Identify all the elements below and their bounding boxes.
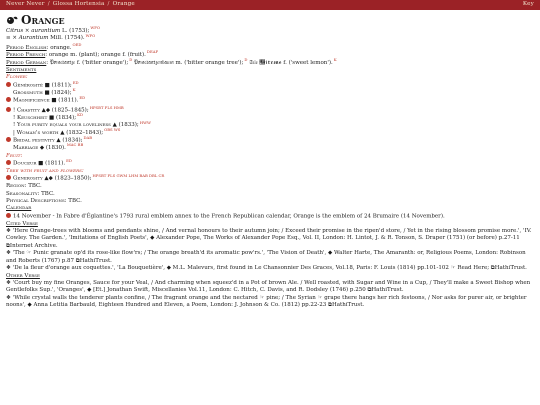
ref-link[interactable]: K (333, 56, 337, 62)
sentiment-subitem: ! Your purity equals your loveliness ▲ (1833);$^{HWW}$ (13, 119, 151, 129)
verse-entry: ❖ 'De la fleur d'orange aux coquettes.', 'La Bouquetière', ◆ M.L. Malevurs, first found in Le Chansonnier Des Graces, Vol.18, Paris: F. Louis (1814) pp.101-102 ☞ Read Here; ⧉HathiTrust. (6, 265, 527, 272)
ref-link[interactable]: D (244, 56, 248, 62)
bullet-icon (6, 175, 11, 180)
ref-link[interactable]: MAC BB (66, 142, 84, 148)
breadcrumb-never-never[interactable]: Never Never (6, 1, 45, 8)
ref-oed-link[interactable]: OED (72, 41, 82, 47)
ref-wfo-link[interactable]: WFO (85, 32, 96, 38)
other-verse-heading: Other Verse (6, 272, 40, 279)
region: Region: TBC. (6, 183, 42, 190)
physical-descriptions: Physical Descriptions: TBC. (6, 197, 82, 204)
bullet-icon (6, 160, 11, 165)
ref-deaf-link[interactable]: DEAF (146, 49, 159, 55)
bullet-icon (6, 97, 11, 102)
sentiment-item: ! Chastity ▲◆ (1825–1845);$^{HPSBT FLS HMB}$ (6, 107, 534, 115)
sentiment-subitem: Marriage ◆ (1830).$^{MAC BB}$ (13, 142, 84, 152)
sentiments-heading: Sentiments (6, 67, 37, 74)
key-link[interactable]: Key (522, 1, 534, 8)
sentiment-subitem: Grossmuth ■ (1824);$^K$ (13, 86, 76, 96)
page-title (6, 13, 534, 27)
sentiment-item: Magnificence ■ (1811).$^{ED}$ (6, 97, 534, 105)
flower-heading: Flower: (6, 74, 28, 81)
verse-entry: ❖ 'The ☞ Punic granate op'd its rose-like flow'rs; / The orange breath'd its aromatic pow'rs.', 'The Vision of Death', ◆ Walter Harte, The Amaranth: or, Religious Poems, London: Robinson and Roberts (1767) p.87 ⧉HathiTrust. (6, 250, 526, 264)
breadcrumb-glossa-hortensia[interactable]: Glossa Hortensia (52, 1, 105, 8)
orange-emblem-icon (6, 15, 18, 25)
entry-content (6, 13, 534, 310)
ref-link[interactable]: OBS WS (104, 126, 121, 132)
ref-link[interactable]: K (72, 86, 76, 92)
verse-entry: ❖ 'Court buy my fine Oranges, Sauce for your Veal, / And charming when squeez'd in a Pot of brown Ale. / Well roasted, with Sugar and Wine in a Cup, / They'll make a Sweet Bishop when Gentlefolks Sup.', 'Oranges', ◆ [Et.] Jonathan Swift, Miscellanies Vol.11, London: C. Hitch, C. Davis, and R. Dodsley (1746) p.250 ⧉HathiTrust. (6, 279, 531, 294)
seasonality: Seasonality: TBC. (6, 190, 55, 197)
top-nav-bar (0, 0, 540, 10)
verse-entry: ❖ 'Here Orange-trees with blooms and pendants shine, / And vernal honours to their autumn join; / Exceed their promise in the ripen'd store, / Yet in the rising blossom promise more.', 'IV. Cowley. The Garden.', 'Imitations of English Poets', ◆ Alexander Pope, The Works of Alexander Pope Esq., Vol. II, London: H. Lintot, J. & R. Tonson, S. Draper (1751) (or before) p.27-11 ⧉Internet Archive. (6, 228, 532, 249)
ref-link[interactable]: ED (72, 79, 79, 85)
title-text: Orange (21, 13, 65, 27)
ref-link[interactable]: HWW (139, 119, 151, 125)
fruit-heading: Fruit: (6, 152, 23, 159)
calendar-entry: 14 November - In Fabre d'Églantine's 1793 rural emblem annex to the French Republican calendar, Orange is the emblem of 24 Brumaire (14 November). (6, 213, 534, 221)
sentiment-item: Bridal festivity ▲ (1834);$^{DAB}$ (6, 137, 534, 145)
botanical-name-2: ≡ × Aurantium Mill. (1754).$^{WFO}$ (6, 32, 96, 42)
ref-link[interactable]: DAB (83, 134, 93, 140)
sentiment-subitem: ! Keuschheit ■ (1834);$^{KD}$ (13, 112, 84, 121)
botanical-name-1: Citrus × aurantium L. (1753);$^{WFO}$ (6, 25, 100, 34)
sentiment-item: Générosité ■ (1811);$^{ED}$ (6, 82, 534, 90)
period-german: Period German: 𝔓𝔬𝔪𝔢𝔯𝔞𝔫𝔱𝔷𝔢 f. ('bitter orange');$^D$ 𝔓𝔬𝔪𝔢𝔯𝔞𝔫𝔱𝔷𝔢𝔫𝔟𝔞𝔲𝔪 m. ('bitter orange tree');$^D$ 𝔖𝔲̈𝔢 𝔆𝔦𝔱𝔯𝔬𝔫𝔢 f. ('sweet lemon').$^K$ (6, 56, 337, 66)
sentiment-subitem: | Woman's worth ▲ (1832–1843);$^{OBS WS}$ (13, 126, 121, 136)
ref-link[interactable]: KD (77, 112, 84, 118)
bullet-icon (6, 137, 11, 142)
bullet-icon (6, 82, 11, 87)
bullet-icon (6, 213, 11, 218)
calendar-heading: Calendar (6, 205, 32, 212)
tree-heading: Tree with fruit and flowers: (6, 167, 84, 174)
ref-link[interactable]: ED (79, 94, 86, 100)
ref-wfo-link[interactable]: WFO (90, 25, 100, 31)
bullet-icon (6, 107, 11, 112)
cited-verse-heading: Cited Verse (6, 220, 38, 227)
sentiment-item: Generosity ▲◆ (1823–1850);$^{HPSBT FLS GWM LHM BAB DBL CR}$ (6, 175, 534, 183)
breadcrumb-current: Orange (112, 1, 135, 8)
sentiment-item: Douceur ■ (1811).$^{ED}$ (6, 160, 534, 168)
ref-link[interactable]: ED (66, 157, 72, 163)
period-french: Period French: orange m. (plant); orange f. (fruit).$^{DEAF}$ (6, 49, 159, 59)
period-english: Period English: orange.$^{OED}$ (6, 41, 82, 51)
ref-link[interactable]: HPSBT FLS HMB (89, 104, 124, 110)
ref-link[interactable]: HPSBT FLS GWM LHM BAB DBL CR (92, 172, 165, 178)
ref-link[interactable]: D (129, 56, 133, 62)
verse-entry: ❖ 'While crystal walls the tenderer plants confine, / The fragrant orange and the nectared ☞ pine; / The Syrian ☞ grape there hangs her rich festoons, / Nor asks for purer air, or brighter noons', ◆ Anna Letitia Barbauld, Eighteen Hundred and Eleven, a Poem, London: J. Johnson & Co. (1812) pp.22-23 ⧉HathiTrust. (6, 294, 527, 309)
breadcrumb: Never Never / Glossa Hortensia / Orange (6, 1, 135, 8)
